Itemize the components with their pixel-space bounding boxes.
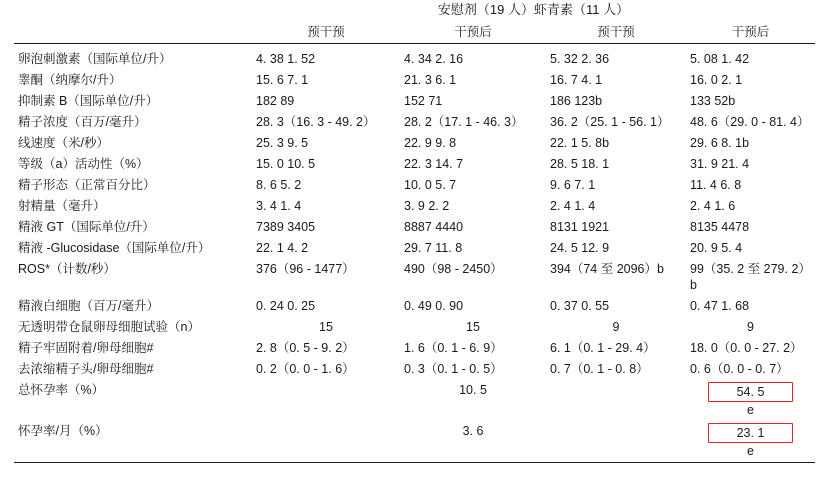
cell-r4-c0: 25. 3 9. 5 xyxy=(256,135,309,150)
cell-r5-c1: 22. 3 14. 7 xyxy=(404,156,464,171)
cell-r0-c1: 4. 34 2. 16 xyxy=(404,51,464,66)
cell-r7-c3: 2. 4 1. 6 xyxy=(690,198,736,213)
cell-r13-c2: 6. 1（0. 1 - 29. 4） xyxy=(550,340,656,355)
footnote-marker: e xyxy=(747,443,754,458)
cell-r1-c2: 16. 7 4. 1 xyxy=(550,72,603,87)
row-label: 射精量（毫升） xyxy=(18,198,106,213)
table-row xyxy=(14,112,815,133)
table-row xyxy=(14,196,815,217)
cell-r12-c2: 9 xyxy=(612,319,620,334)
table-row xyxy=(14,217,815,238)
results-table xyxy=(14,0,815,468)
table-row xyxy=(14,421,815,463)
cell-r6-c1: 10. 0 5. 7 xyxy=(404,177,457,192)
table-row xyxy=(14,317,815,338)
cell-r13-c3: 18. 0（0. 0 - 27. 2） xyxy=(690,340,803,355)
cell-r5-c2: 28. 5 18. 1 xyxy=(550,156,610,171)
column-header-1: 预干预 xyxy=(307,24,345,39)
cell-r1-c0: 15. 6 7. 1 xyxy=(256,72,309,87)
cell-r5-c3: 31. 9 21. 4 xyxy=(690,156,750,171)
cell-r15-c0 xyxy=(252,380,400,421)
row-label: 卵泡刺激素（国际单位/升） xyxy=(18,51,172,66)
cell-r8-c2: 8131 1921 xyxy=(550,219,610,234)
cell-r1-c1: 21. 3 6. 1 xyxy=(404,72,457,87)
cell-r1-c3: 16. 0 2. 1 xyxy=(690,72,743,87)
cell-r6-c3: 11. 4 6. 8 xyxy=(690,177,742,192)
cell-r13-c0: 2. 8（0. 5 - 9. 2） xyxy=(256,340,355,355)
bottom-rule xyxy=(14,462,815,468)
cell-r14-c3: 0. 6（0. 0 - 0. 7） xyxy=(690,361,789,376)
cell-r15-c1: 10. 5 xyxy=(459,382,487,397)
cell-r8-c3: 8135 4478 xyxy=(690,219,750,234)
cell-r9-c0: 22. 1 4. 2 xyxy=(256,240,309,255)
cell-r3-c0: 28. 3（16. 3 - 49. 2） xyxy=(256,114,376,129)
group-header-spacer xyxy=(14,0,252,22)
table-row xyxy=(14,238,815,259)
highlighted-value: 54. 5 xyxy=(708,382,794,402)
cell-r12-c3: 9 xyxy=(747,319,754,334)
table-row xyxy=(14,49,815,70)
table-row xyxy=(14,259,815,296)
cell-r15-c3 xyxy=(686,380,815,421)
table-footer xyxy=(14,462,815,468)
highlighted-value: 23. 1 xyxy=(708,423,794,443)
cell-r0-c2: 5. 32 2. 36 xyxy=(550,51,610,66)
table-row xyxy=(14,154,815,175)
row-label: ROS*（计数/秒） xyxy=(18,261,116,276)
footnote-marker: e xyxy=(747,402,754,417)
cell-r7-c1: 3. 9 2. 2 xyxy=(404,198,450,213)
cell-r2-c1: 152 71 xyxy=(404,93,443,108)
cell-r16-c0 xyxy=(252,421,400,463)
row-label: 精液 GT（国际单位/升） xyxy=(18,219,155,234)
table-row xyxy=(14,175,815,196)
cell-r2-c2: 186 123b xyxy=(550,93,603,108)
cell-r10-c1: 490（98 - 2450） xyxy=(404,261,503,276)
table-body xyxy=(14,0,815,49)
cell-r6-c2: 9. 6 7. 1 xyxy=(550,177,596,192)
table-rows xyxy=(14,49,815,463)
row-label: 精液 -Glucosidase（国际单位/升） xyxy=(18,240,211,255)
cell-r9-c3: 20. 9 5. 4 xyxy=(690,240,743,255)
cell-r0-c0: 4. 38 1. 52 xyxy=(256,51,316,66)
cell-r16-c1: 3. 6 xyxy=(462,423,484,438)
column-header-row xyxy=(14,22,815,44)
row-label: 抑制素 B（国际单位/升） xyxy=(18,93,159,108)
row-label: 怀孕率/月（%） xyxy=(18,423,108,438)
cell-r9-c2: 24. 5 12. 9 xyxy=(550,240,610,255)
row-label: 精子牢固附着/卵母细胞# xyxy=(18,340,154,355)
cell-r12-c0: 15 xyxy=(319,319,333,334)
row-label: 精子浓度（百万/毫升） xyxy=(18,114,147,129)
cell-r4-c1: 22. 9 9. 8 xyxy=(404,135,457,150)
cell-r16-c3 xyxy=(686,421,815,463)
cell-r16-c2 xyxy=(546,421,686,463)
cell-r13-c1: 1. 6（0. 1 - 6. 9） xyxy=(404,340,503,355)
row-label: 线速度（米/秒） xyxy=(18,135,109,150)
cell-r15-c2 xyxy=(546,380,686,421)
cell-r10-c2: 394（74 至 2096）b xyxy=(550,261,664,276)
cell-r11-c3: 0. 47 1. 68 xyxy=(690,298,750,313)
row-label: 无透明带仓鼠卵母细胞试验（n） xyxy=(18,319,200,334)
column-header-4: 干预后 xyxy=(731,24,770,39)
row-label: 精子形态（正常百分比） xyxy=(18,177,156,192)
cell-r2-c3: 133 52b xyxy=(690,93,736,108)
row-label: 去浓缩精子头/卵母细胞# xyxy=(18,361,154,376)
row-label: 总怀孕率（%） xyxy=(18,382,105,397)
cell-r11-c1: 0. 49 0. 90 xyxy=(404,298,464,313)
cell-r8-c0: 7389 3405 xyxy=(256,219,316,234)
table-row xyxy=(14,359,815,380)
table-row xyxy=(14,338,815,359)
cell-r0-c3: 5. 08 1. 42 xyxy=(690,51,750,66)
cell-r4-c2: 22. 1 5. 8b xyxy=(550,135,610,150)
cell-r10-c3: 99（35. 2 至 279. 2）b xyxy=(690,261,811,292)
table-row xyxy=(14,380,815,421)
cell-r14-c0: 0. 2（0. 0 - 1. 6） xyxy=(256,361,355,376)
cell-r3-c3: 48. 6（29. 0 - 81. 4） xyxy=(690,114,810,129)
cell-r6-c0: 8. 6 5. 2 xyxy=(256,177,302,192)
cell-r11-c2: 0. 37 0. 55 xyxy=(550,298,610,313)
cell-r11-c0: 0. 24 0. 25 xyxy=(256,298,316,313)
table-row xyxy=(14,133,815,154)
group-header-label: 安慰剂（19 人）虾青素（11 人） xyxy=(437,2,630,17)
cell-r7-c0: 3. 4 1. 4 xyxy=(256,198,302,213)
cell-r10-c0: 376（96 - 1477） xyxy=(256,261,355,276)
cell-r3-c2: 36. 2（25. 1 - 56. 1） xyxy=(550,114,670,129)
cell-r4-c3: 29. 6 8. 1b xyxy=(690,135,750,150)
group-header-row xyxy=(14,0,815,22)
cell-r12-c1: 15 xyxy=(466,319,480,334)
table-row xyxy=(14,296,815,317)
cell-r3-c1: 28. 2（17. 1 - 46. 3） xyxy=(404,114,524,129)
column-header-2: 干预后 xyxy=(454,24,492,39)
cell-r5-c0: 15. 0 10. 5 xyxy=(256,156,316,171)
column-header-3: 预干预 xyxy=(597,24,635,39)
cell-r8-c1: 8887 4440 xyxy=(404,219,464,234)
table-row xyxy=(14,91,815,112)
cell-r2-c0: 182 89 xyxy=(256,93,295,108)
row-label: 睾酮（纳摩尔/升） xyxy=(18,72,122,87)
cell-r7-c2: 2. 4 1. 4 xyxy=(550,198,596,213)
row-label: 精液白细胞（百万/毫升） xyxy=(18,298,159,313)
cell-r14-c2: 0. 7（0. 1 - 0. 8） xyxy=(550,361,649,376)
column-header-0 xyxy=(14,22,252,44)
cell-r14-c1: 0. 3（0. 1 - 0. 5） xyxy=(404,361,503,376)
table-row xyxy=(14,70,815,91)
row-label: 等级（a）活动性（%） xyxy=(18,156,149,171)
cell-r9-c1: 29. 7 11. 8 xyxy=(404,240,463,255)
